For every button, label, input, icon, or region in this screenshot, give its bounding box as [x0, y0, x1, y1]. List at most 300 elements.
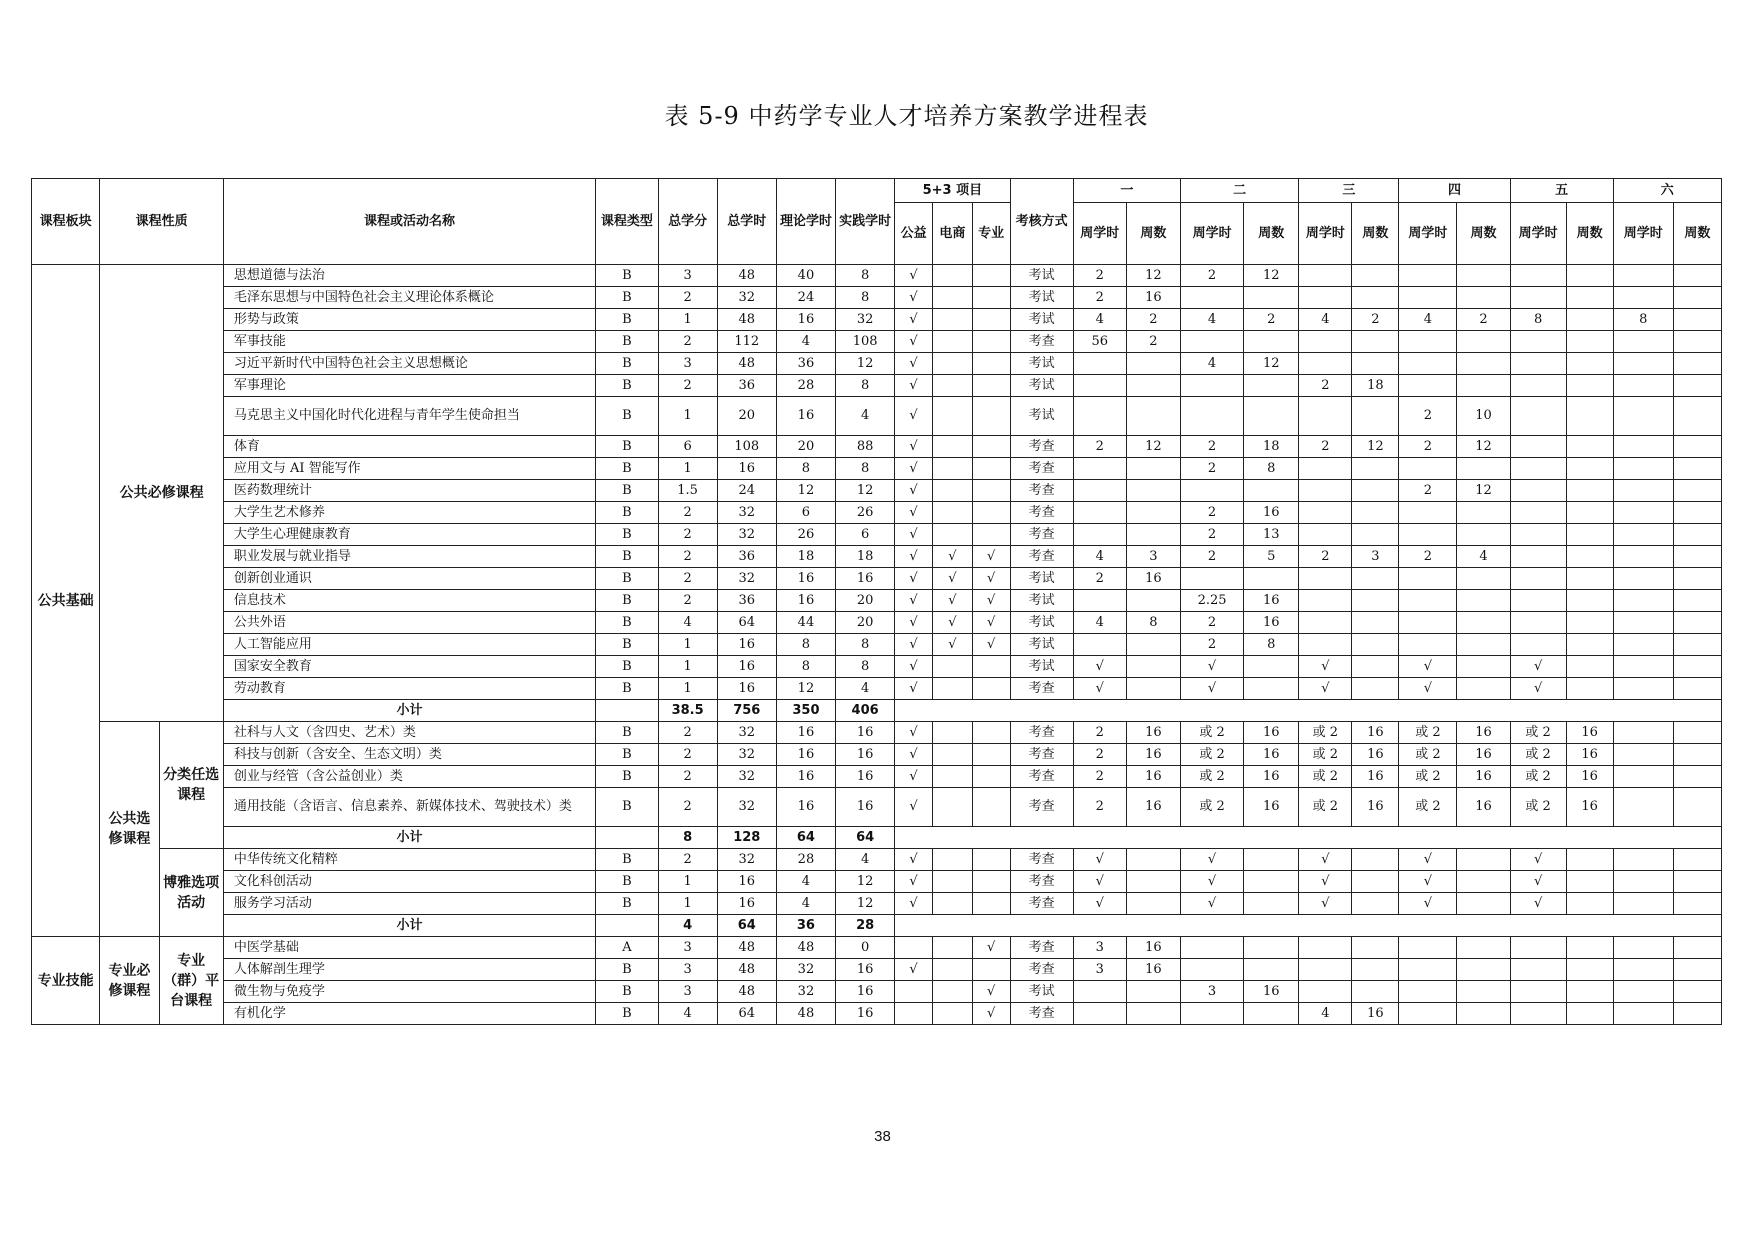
group-public-required: 公共必修课程 [100, 265, 223, 722]
semester-weeks [1126, 524, 1180, 546]
exam-method: 考试 [1010, 265, 1073, 287]
semester-weeks [1457, 458, 1510, 480]
semester-weeks [1457, 959, 1510, 981]
semester-weeks [1673, 656, 1721, 678]
practice-hours: 4 [836, 397, 895, 436]
semester-weeks [1566, 458, 1613, 480]
semester-weekly-hours: 3 [1180, 981, 1243, 1003]
semester-weekly-hours: 2 [1073, 722, 1126, 744]
subtotal-label: 小计 [223, 915, 595, 937]
project-gongyi-check: √ [895, 287, 933, 309]
project-gongyi-check: √ [895, 744, 933, 766]
page-number: 38 [874, 1128, 891, 1145]
semester-weekly-hours [1613, 634, 1673, 656]
course-name: 体育 [223, 436, 595, 458]
semester-weekly-hours: 4 [1073, 612, 1126, 634]
practice-hours: 88 [836, 436, 895, 458]
semester-weeks [1566, 590, 1613, 612]
semester-weekly-hours: 2 [1180, 458, 1243, 480]
semester-weeks [1126, 353, 1180, 375]
semester-weekly-hours [1613, 265, 1673, 287]
project-zhuanye-check [972, 722, 1010, 744]
semester-weekly-hours [1299, 634, 1352, 656]
total-hours: 64 [717, 1003, 776, 1025]
semester-weeks: 16 [1352, 722, 1399, 744]
semester-weeks [1566, 287, 1613, 309]
semester-weeks: 16 [1244, 502, 1299, 524]
semester-weeks [1673, 331, 1721, 353]
semester-weekly-hours [1613, 353, 1673, 375]
project-dianshang-check [932, 480, 972, 502]
course-type: B [596, 353, 658, 375]
header-dianshang: 电商 [932, 203, 972, 265]
project-gongyi-check: √ [895, 375, 933, 397]
project-gongyi-check: √ [895, 634, 933, 656]
practice-hours: 6 [836, 524, 895, 546]
semester-weeks [1566, 375, 1613, 397]
semester-weeks [1457, 612, 1510, 634]
practice-hours: 8 [836, 634, 895, 656]
semester-weekly-hours [1613, 981, 1673, 1003]
table-row [32, 353, 1722, 375]
semester-weekly-hours [1613, 480, 1673, 502]
semester-weekly-hours: 2 [1299, 375, 1352, 397]
semester-weekly-hours: 4 [1299, 309, 1352, 331]
semester-weekly-hours: 2 [1180, 524, 1243, 546]
project-gongyi-check: √ [895, 353, 933, 375]
group-boya: 博雅选项活动 [159, 849, 223, 937]
semester-weekly-hours [1073, 1003, 1126, 1025]
semester-weeks [1352, 265, 1399, 287]
header-weeks: 周数 [1126, 203, 1180, 265]
semester-weekly-hours: √ [1399, 893, 1457, 915]
theory-hours: 8 [776, 656, 835, 678]
group-prof-required: 专业必修课程 [100, 937, 159, 1025]
semester-weeks: 16 [1352, 788, 1399, 827]
semester-weeks: 18 [1352, 375, 1399, 397]
table-row [32, 458, 1722, 480]
course-name: 形势与政策 [223, 309, 595, 331]
semester-weekly-hours [1613, 788, 1673, 827]
course-type: B [596, 656, 658, 678]
header-weekly-hours: 周学时 [1613, 203, 1673, 265]
semester-weekly-hours: 56 [1073, 331, 1126, 353]
theory-hours: 16 [776, 788, 835, 827]
project-gongyi-check: √ [895, 546, 933, 568]
semester-weekly-hours [1613, 375, 1673, 397]
semester-weekly-hours [1399, 375, 1457, 397]
semester-weekly-hours [1299, 331, 1352, 353]
semester-weeks [1566, 353, 1613, 375]
semester-weekly-hours: 2 [1073, 436, 1126, 458]
project-gongyi-check: √ [895, 502, 933, 524]
project-gongyi-check: √ [895, 656, 933, 678]
semester-weeks [1457, 502, 1510, 524]
semester-weekly-hours [1399, 287, 1457, 309]
semester-weeks [1673, 590, 1721, 612]
semester-weekly-hours: 4 [1180, 309, 1243, 331]
semester-weekly-hours: 2 [1299, 436, 1352, 458]
project-gongyi-check: √ [895, 480, 933, 502]
total-hours: 48 [717, 937, 776, 959]
semester-weekly-hours: 2 [1180, 502, 1243, 524]
practice-hours: 12 [836, 871, 895, 893]
semester-weeks [1352, 959, 1399, 981]
total-hours: 48 [717, 959, 776, 981]
semester-weekly-hours [1613, 287, 1673, 309]
semester-weekly-hours: 或 2 [1399, 744, 1457, 766]
group-public-elective: 公共选修课程 [100, 722, 159, 937]
project-gongyi-check: √ [895, 766, 933, 788]
semester-weeks [1566, 480, 1613, 502]
semester-weekly-hours [1399, 568, 1457, 590]
exam-method: 考查 [1010, 436, 1073, 458]
group-category-elective: 分类任选课程 [159, 722, 223, 849]
table-row [32, 612, 1722, 634]
project-zhuanye-check [972, 871, 1010, 893]
semester-weeks: 16 [1244, 981, 1299, 1003]
table-row [32, 849, 1722, 871]
semester-weekly-hours: 2 [1180, 265, 1243, 287]
total-hours: 36 [717, 546, 776, 568]
course-type: B [596, 849, 658, 871]
project-dianshang-check [932, 937, 972, 959]
project-gongyi-check [895, 981, 933, 1003]
exam-method: 考试 [1010, 981, 1073, 1003]
semester-weeks [1566, 502, 1613, 524]
semester-weeks [1457, 893, 1510, 915]
subtotal-rest [895, 915, 1722, 937]
exam-method: 考查 [1010, 480, 1073, 502]
course-name: 文化科创活动 [223, 871, 595, 893]
theory-hours: 16 [776, 397, 835, 436]
semester-weeks: 16 [1126, 788, 1180, 827]
semester-weeks: 16 [1352, 766, 1399, 788]
table-row [32, 788, 1722, 827]
semester-weekly-hours [1073, 353, 1126, 375]
semester-weekly-hours: √ [1073, 893, 1126, 915]
semester-weekly-hours [1073, 524, 1126, 546]
project-dianshang-check [932, 287, 972, 309]
semester-weekly-hours: √ [1180, 871, 1243, 893]
semester-weekly-hours [1073, 634, 1126, 656]
project-zhuanye-check: √ [972, 634, 1010, 656]
project-dianshang-check [932, 678, 972, 700]
semester-weekly-hours: 或 2 [1299, 744, 1352, 766]
semester-weeks [1244, 893, 1299, 915]
semester-weeks [1566, 397, 1613, 436]
semester-weeks [1673, 397, 1721, 436]
total-credits: 3 [658, 937, 717, 959]
semester-weeks [1244, 397, 1299, 436]
project-gongyi-check: √ [895, 590, 933, 612]
semester-weekly-hours [1180, 568, 1243, 590]
semester-weekly-hours: 2 [1399, 397, 1457, 436]
semester-weeks [1673, 480, 1721, 502]
course-type: B [596, 524, 658, 546]
semester-weekly-hours [1613, 436, 1673, 458]
semester-weekly-hours [1510, 524, 1566, 546]
semester-weekly-hours: 2 [1180, 546, 1243, 568]
header-theory: 理论学时 [776, 179, 835, 265]
semester-weeks [1126, 981, 1180, 1003]
semester-weekly-hours [1613, 458, 1673, 480]
total-hours: 36 [717, 590, 776, 612]
total-credits: 2 [658, 524, 717, 546]
semester-weekly-hours: 2 [1399, 436, 1457, 458]
subtotal-theory: 64 [776, 827, 835, 849]
semester-weekly-hours [1613, 524, 1673, 546]
semester-weeks: 4 [1457, 546, 1510, 568]
semester-weeks [1566, 546, 1613, 568]
project-dianshang-check [932, 375, 972, 397]
semester-weeks [1566, 524, 1613, 546]
semester-weeks [1352, 568, 1399, 590]
semester-weeks: 16 [1244, 744, 1299, 766]
header-practice: 实践学时 [836, 179, 895, 265]
semester-weeks [1566, 634, 1613, 656]
semester-weeks [1566, 265, 1613, 287]
course-type: B [596, 590, 658, 612]
course-name: 创业与经管（含公益创业）类 [223, 766, 595, 788]
semester-weeks [1352, 524, 1399, 546]
semester-weeks: 12 [1457, 480, 1510, 502]
project-dianshang-check [932, 722, 972, 744]
semester-weekly-hours: √ [1510, 656, 1566, 678]
semester-weekly-hours: √ [1180, 656, 1243, 678]
semester-weekly-hours [1299, 353, 1352, 375]
exam-method: 考试 [1010, 656, 1073, 678]
practice-hours: 4 [836, 849, 895, 871]
semester-weekly-hours [1613, 1003, 1673, 1025]
table-row [32, 480, 1722, 502]
semester-weekly-hours [1510, 1003, 1566, 1025]
total-credits: 3 [658, 353, 717, 375]
practice-hours: 12 [836, 480, 895, 502]
project-gongyi-check: √ [895, 458, 933, 480]
semester-weekly-hours: 2 [1073, 265, 1126, 287]
exam-method: 考试 [1010, 397, 1073, 436]
semester-weeks [1673, 546, 1721, 568]
semester-weeks: 16 [1566, 744, 1613, 766]
subtotal-credits: 8 [658, 827, 717, 849]
semester-weekly-hours [1510, 375, 1566, 397]
semester-weekly-hours: 或 2 [1299, 722, 1352, 744]
semester-weeks: 16 [1244, 722, 1299, 744]
total-credits: 1 [658, 397, 717, 436]
course-name: 服务学习活动 [223, 893, 595, 915]
semester-weekly-hours [1510, 480, 1566, 502]
semester-weekly-hours: √ [1299, 871, 1352, 893]
semester-weeks [1566, 309, 1613, 331]
semester-weeks [1673, 788, 1721, 827]
semester-weeks [1457, 849, 1510, 871]
total-hours: 32 [717, 849, 776, 871]
semester-weeks: 2 [1244, 309, 1299, 331]
theory-hours: 16 [776, 744, 835, 766]
course-type: B [596, 331, 658, 353]
project-dianshang-check [932, 436, 972, 458]
project-gongyi-check [895, 1003, 933, 1025]
exam-method: 考查 [1010, 937, 1073, 959]
course-type: B [596, 375, 658, 397]
header-weekly-hours: 周学时 [1510, 203, 1566, 265]
semester-weekly-hours [1180, 375, 1243, 397]
project-dianshang-check: √ [932, 612, 972, 634]
semester-weeks [1244, 287, 1299, 309]
semester-weeks [1244, 480, 1299, 502]
theory-hours: 28 [776, 375, 835, 397]
course-name: 大学生心理健康教育 [223, 524, 595, 546]
semester-weeks: 16 [1352, 1003, 1399, 1025]
project-dianshang-check [932, 524, 972, 546]
semester-weekly-hours [1399, 634, 1457, 656]
project-dianshang-check [932, 397, 972, 436]
semester-weeks: 16 [1126, 744, 1180, 766]
practice-hours: 8 [836, 458, 895, 480]
semester-weeks [1673, 766, 1721, 788]
semester-weeks: 12 [1244, 353, 1299, 375]
semester-weekly-hours: 或 2 [1399, 722, 1457, 744]
header-name: 课程或活动名称 [223, 179, 595, 265]
theory-hours: 16 [776, 590, 835, 612]
header-zhuanye: 专业 [972, 203, 1010, 265]
total-credits: 2 [658, 722, 717, 744]
semester-weeks [1126, 590, 1180, 612]
table-row [32, 524, 1722, 546]
semester-weeks [1126, 871, 1180, 893]
semester-weeks [1673, 678, 1721, 700]
semester-weekly-hours: √ [1399, 656, 1457, 678]
project-zhuanye-check [972, 309, 1010, 331]
table-row [32, 1003, 1722, 1025]
project-gongyi-check: √ [895, 309, 933, 331]
semester-weekly-hours [1510, 353, 1566, 375]
semester-weeks [1673, 265, 1721, 287]
total-hours: 32 [717, 502, 776, 524]
course-type: B [596, 766, 658, 788]
semester-weekly-hours [1399, 981, 1457, 1003]
theory-hours: 12 [776, 480, 835, 502]
course-name: 有机化学 [223, 1003, 595, 1025]
header-weekly-hours: 周学时 [1180, 203, 1243, 265]
semester-weekly-hours: 或 2 [1399, 766, 1457, 788]
semester-weeks [1126, 849, 1180, 871]
header-nature: 课程性质 [100, 179, 223, 265]
project-zhuanye-check [972, 458, 1010, 480]
table-row [32, 436, 1722, 458]
course-type: B [596, 265, 658, 287]
total-hours: 32 [717, 722, 776, 744]
semester-weekly-hours [1613, 546, 1673, 568]
table-row [32, 656, 1722, 678]
semester-weekly-hours [1299, 959, 1352, 981]
theory-hours: 20 [776, 436, 835, 458]
semester-weekly-hours: √ [1180, 893, 1243, 915]
practice-hours: 20 [836, 590, 895, 612]
semester-weekly-hours: 或 2 [1510, 744, 1566, 766]
project-zhuanye-check: √ [972, 981, 1010, 1003]
semester-weekly-hours: √ [1399, 678, 1457, 700]
theory-hours: 18 [776, 546, 835, 568]
semester-weekly-hours: 2 [1399, 546, 1457, 568]
practice-hours: 8 [836, 287, 895, 309]
semester-weeks [1673, 458, 1721, 480]
semester-weekly-hours: 4 [1180, 353, 1243, 375]
semester-weeks: 8 [1244, 634, 1299, 656]
semester-weeks [1673, 436, 1721, 458]
semester-weeks: 16 [1126, 287, 1180, 309]
semester-weekly-hours [1510, 265, 1566, 287]
semester-weeks: 12 [1126, 265, 1180, 287]
semester-weeks [1244, 1003, 1299, 1025]
semester-weekly-hours [1299, 981, 1352, 1003]
subtotal-label: 小计 [223, 827, 595, 849]
subtotal-hours: 756 [717, 700, 776, 722]
total-hours: 48 [717, 981, 776, 1003]
course-name: 公共外语 [223, 612, 595, 634]
semester-weekly-hours [1613, 612, 1673, 634]
practice-hours: 20 [836, 612, 895, 634]
semester-weekly-hours [1399, 937, 1457, 959]
semester-weekly-hours: 或 2 [1510, 766, 1566, 788]
semester-weekly-hours [1510, 590, 1566, 612]
semester-weekly-hours [1510, 331, 1566, 353]
project-dianshang-check: √ [932, 568, 972, 590]
table-row [32, 287, 1722, 309]
semester-weeks [1457, 1003, 1510, 1025]
semester-weekly-hours: 2 [1180, 612, 1243, 634]
project-zhuanye-check [972, 788, 1010, 827]
project-zhuanye-check [972, 524, 1010, 546]
semester-weeks: 16 [1126, 959, 1180, 981]
semester-weeks [1566, 656, 1613, 678]
table-row [32, 568, 1722, 590]
project-zhuanye-check [972, 656, 1010, 678]
project-dianshang-check [932, 788, 972, 827]
total-credits: 2 [658, 375, 717, 397]
project-gongyi-check: √ [895, 893, 933, 915]
semester-weeks [1457, 981, 1510, 1003]
semester-weeks [1457, 871, 1510, 893]
header-semester-3: 三 [1299, 179, 1399, 203]
course-type: B [596, 959, 658, 981]
semester-weeks: 16 [1457, 788, 1510, 827]
total-credits: 1 [658, 656, 717, 678]
semester-weekly-hours [1510, 937, 1566, 959]
project-gongyi-check: √ [895, 788, 933, 827]
semester-weeks [1126, 656, 1180, 678]
exam-method: 考查 [1010, 331, 1073, 353]
project-zhuanye-check: √ [972, 937, 1010, 959]
semester-weekly-hours: √ [1399, 849, 1457, 871]
semester-weekly-hours [1180, 959, 1243, 981]
semester-weeks: 16 [1126, 766, 1180, 788]
subtotal-label: 小计 [223, 700, 595, 722]
header-block: 课程板块 [32, 179, 100, 265]
semester-weeks [1566, 678, 1613, 700]
table-row [32, 700, 1722, 722]
project-zhuanye-check: √ [972, 546, 1010, 568]
total-credits: 2 [658, 788, 717, 827]
semester-weekly-hours [1510, 436, 1566, 458]
project-dianshang-check [932, 353, 972, 375]
semester-weeks: 12 [1244, 265, 1299, 287]
semester-weekly-hours [1613, 722, 1673, 744]
practice-hours: 16 [836, 744, 895, 766]
semester-weekly-hours: √ [1180, 849, 1243, 871]
course-type: B [596, 458, 658, 480]
